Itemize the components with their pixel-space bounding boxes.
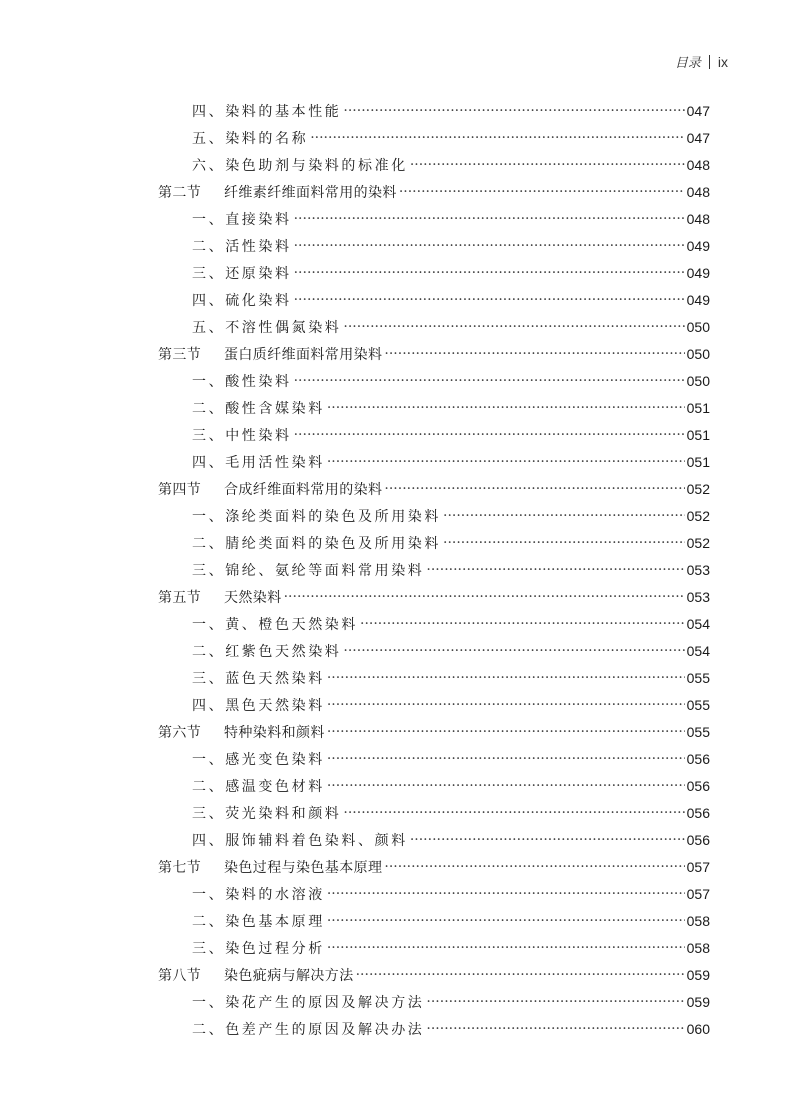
toc-leader-dots: [384, 481, 684, 497]
toc-entry-label: 三、中性染料: [192, 427, 292, 444]
toc-leader-dots: [327, 913, 685, 929]
toc-page-number: 057: [686, 858, 710, 875]
toc-leader-dots: [294, 427, 685, 443]
toc-section-number: 第七节: [158, 859, 202, 876]
toc-entry-label: 合成纤维面料常用的染料: [224, 481, 383, 498]
toc-subsection-entry[interactable]: [158, 232, 710, 259]
toc-page-number: 050: [686, 345, 710, 362]
toc-section-entry[interactable]: [158, 961, 710, 988]
toc-page-number: 052: [686, 507, 710, 524]
toc-page-number: 055: [686, 723, 710, 740]
toc-section-number: 第八节: [158, 967, 202, 984]
toc-leader-dots: [343, 805, 684, 821]
toc-leader-dots: [294, 373, 685, 389]
toc-section-number: 第五节: [158, 589, 202, 606]
toc-page-number: 056: [686, 750, 710, 767]
toc-section-entry[interactable]: [158, 475, 710, 502]
toc-subsection-entry[interactable]: [158, 826, 710, 853]
toc-entry-label: 二、感温变色材料: [192, 778, 325, 795]
toc-leader-dots: [356, 967, 685, 983]
toc-entry-label: 四、染料的基本性能: [192, 103, 342, 120]
toc-page-number: 060: [686, 1020, 710, 1037]
toc-leader-dots: [310, 130, 684, 146]
toc-entry-label: 一、酸性染料: [192, 373, 292, 390]
toc-entry-label: 染色疵病与解决方法: [224, 967, 354, 984]
toc-subsection-entry[interactable]: [158, 421, 710, 448]
toc-entry-label: 五、染料的名称: [192, 130, 309, 147]
toc-entry-label: 蛋白质纤维面料常用染料: [224, 346, 383, 363]
toc-subsection-entry[interactable]: [158, 637, 710, 664]
toc-leader-dots: [284, 589, 685, 605]
toc-subsection-entry[interactable]: [158, 907, 710, 934]
toc-entry-label: 三、荧光染料和颜料: [192, 805, 342, 822]
toc-entry-label: 染色过程与染色基本原理: [224, 859, 383, 876]
toc-page-number: 059: [686, 993, 710, 1010]
toc-page-number: 054: [686, 642, 710, 659]
toc-page-number: 051: [686, 399, 710, 416]
toc-entry-label: 二、染色基本原理: [192, 913, 325, 930]
toc-page-number: 056: [686, 831, 710, 848]
toc-subsection-entry[interactable]: [158, 367, 710, 394]
toc-page-number: 052: [686, 480, 710, 497]
toc-leader-dots: [327, 454, 685, 470]
toc-page-number: 051: [686, 426, 710, 443]
toc-entry-label: 五、不溶性偶氮染料: [192, 319, 342, 336]
toc-page-number: 050: [686, 318, 710, 335]
toc-subsection-entry[interactable]: [158, 745, 710, 772]
table-of-contents: [158, 97, 710, 1042]
toc-subsection-entry[interactable]: [158, 691, 710, 718]
toc-section-number: 第三节: [158, 346, 202, 363]
toc-entry-label: 一、黄、橙色天然染料: [192, 616, 358, 633]
toc-subsection-entry[interactable]: [158, 1015, 710, 1042]
toc-leader-dots: [294, 238, 685, 254]
toc-leader-dots: [443, 508, 685, 524]
toc-page-number: 047: [686, 102, 710, 119]
toc-leader-dots: [343, 319, 684, 335]
toc-section-entry[interactable]: [158, 340, 710, 367]
toc-page-number: 055: [686, 696, 710, 713]
toc-subsection-entry[interactable]: [158, 529, 710, 556]
toc-page-number: 049: [686, 237, 710, 254]
toc-section-entry[interactable]: [158, 583, 710, 610]
toc-page-number: 047: [686, 129, 710, 146]
toc-entry-label: 二、酸性含媒染料: [192, 400, 325, 417]
toc-entry-label: 四、毛用活性染料: [192, 454, 325, 471]
toc-subsection-entry[interactable]: [158, 610, 710, 637]
toc-entry-label: 一、感光变色染料: [192, 751, 325, 768]
toc-entry-label: 三、蓝色天然染料: [192, 670, 325, 687]
toc-subsection-entry[interactable]: [158, 259, 710, 286]
toc-section-number: 第四节: [158, 481, 202, 498]
toc-leader-dots: [410, 157, 685, 173]
toc-page-number: 053: [686, 561, 710, 578]
toc-entry-label: 纤维素纤维面料常用的染料: [224, 184, 397, 201]
toc-page-number: 059: [686, 966, 710, 983]
toc-leader-dots: [426, 994, 684, 1010]
toc-entry-label: 六、染色助剂与染料的标准化: [192, 157, 408, 174]
toc-leader-dots: [384, 859, 684, 875]
toc-subsection-entry[interactable]: [158, 448, 710, 475]
toc-subsection-entry[interactable]: [158, 394, 710, 421]
toc-leader-dots: [343, 643, 684, 659]
toc-subsection-entry[interactable]: [158, 799, 710, 826]
toc-subsection-entry[interactable]: [158, 205, 710, 232]
toc-leader-dots: [327, 724, 685, 740]
toc-page-number: 054: [686, 615, 710, 632]
header-title: 目录: [674, 56, 701, 71]
toc-leader-dots: [294, 292, 685, 308]
toc-subsection-entry[interactable]: [158, 151, 710, 178]
toc-section-entry[interactable]: [158, 853, 710, 880]
toc-page-number: 052: [686, 534, 710, 551]
toc-leader-dots: [443, 535, 685, 551]
toc-page-number: 056: [686, 777, 710, 794]
toc-subsection-entry[interactable]: [158, 934, 710, 961]
toc-subsection-entry[interactable]: [158, 313, 710, 340]
toc-leader-dots: [426, 1021, 684, 1037]
toc-entry-label: 四、黑色天然染料: [192, 697, 325, 714]
toc-subsection-entry[interactable]: [158, 286, 710, 313]
toc-entry-label: 一、染料的水溶液: [192, 886, 325, 903]
toc-subsection-entry[interactable]: [158, 988, 710, 1015]
toc-leader-dots: [327, 940, 685, 956]
toc-page-number: 051: [686, 453, 710, 470]
toc-page-number: 057: [686, 885, 710, 902]
toc-leader-dots: [360, 616, 685, 632]
running-header: [675, 52, 728, 71]
toc-leader-dots: [384, 346, 684, 362]
toc-page-number: 049: [686, 291, 710, 308]
toc-subsection-entry[interactable]: [158, 556, 710, 583]
toc-entry-label: 四、服饰辅料着色染料、颜料: [192, 832, 408, 849]
toc-leader-dots: [327, 778, 685, 794]
toc-subsection-entry[interactable]: [158, 124, 710, 151]
toc-entry-label: 二、活性染料: [192, 238, 292, 255]
toc-page-number: 058: [686, 912, 710, 929]
toc-section-number: 第二节: [158, 184, 202, 201]
toc-entry-label: 四、硫化染料: [192, 292, 292, 309]
toc-entry-label: 天然染料: [224, 589, 282, 606]
toc-leader-dots: [327, 400, 685, 416]
toc-page-number: 048: [686, 183, 710, 200]
toc-leader-dots: [410, 832, 685, 848]
toc-subsection-entry[interactable]: [158, 502, 710, 529]
toc-page-number: 056: [686, 804, 710, 821]
toc-entry-label: 特种染料和颜料: [224, 724, 325, 741]
toc-entry-label: 三、锦纶、氨纶等面料常用染料: [192, 562, 425, 579]
toc-entry-label: 二、腈纶类面料的染色及所用染料: [192, 535, 441, 552]
toc-subsection-entry[interactable]: [158, 880, 710, 907]
toc-page-number: 050: [686, 372, 710, 389]
toc-leader-dots: [426, 562, 684, 578]
toc-leader-dots: [399, 184, 685, 200]
toc-entry-label: 三、染色过程分析: [192, 940, 325, 957]
header-divider: [709, 55, 710, 69]
toc-subsection-entry[interactable]: [158, 97, 710, 124]
toc-page-number: 048: [686, 210, 710, 227]
toc-leader-dots: [294, 265, 685, 281]
toc-leader-dots: [327, 697, 685, 713]
toc-leader-dots: [327, 751, 685, 767]
toc-subsection-entry[interactable]: [158, 664, 710, 691]
toc-entry-label: 二、色差产生的原因及解决办法: [192, 1021, 425, 1038]
toc-entry-label: 二、红紫色天然染料: [192, 643, 342, 660]
toc-leader-dots: [327, 670, 685, 686]
header-page-number: ix: [717, 53, 728, 70]
toc-leader-dots: [343, 103, 684, 119]
toc-section-entry[interactable]: [158, 718, 710, 745]
toc-section-entry[interactable]: [158, 178, 710, 205]
toc-section-number: 第六节: [158, 724, 202, 741]
toc-entry-label: 一、直接染料: [192, 211, 292, 228]
toc-page-number: 053: [686, 588, 710, 605]
toc-entry-label: 一、染花产生的原因及解决方法: [192, 994, 425, 1011]
toc-page-number: 055: [686, 669, 710, 686]
toc-subsection-entry[interactable]: [158, 772, 710, 799]
toc-page-number: 058: [686, 939, 710, 956]
toc-leader-dots: [294, 211, 685, 227]
toc-page-number: 049: [686, 264, 710, 281]
toc-page-number: 048: [686, 156, 710, 173]
toc-leader-dots: [327, 886, 685, 902]
toc-entry-label: 三、还原染料: [192, 265, 292, 282]
toc-entry-label: 一、涤纶类面料的染色及所用染料: [192, 508, 441, 525]
